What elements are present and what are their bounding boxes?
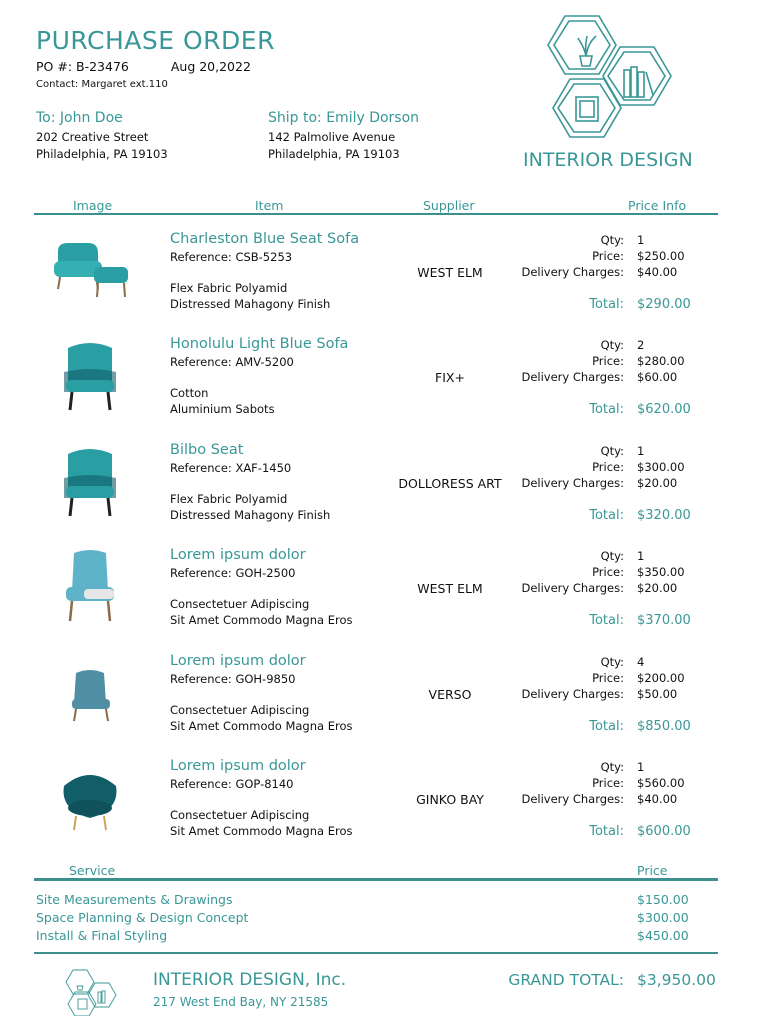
service-price: $450.00	[637, 928, 689, 943]
delivery-value: $40.00	[637, 792, 678, 806]
qty-value: 1	[637, 549, 645, 563]
line-item	[0, 758, 768, 863]
ship-to-heading: Ship to: Emily Dorson	[268, 110, 420, 126]
delivery-label: Delivery Charges:	[521, 476, 624, 490]
total-label: Total:	[589, 297, 624, 312]
contact: Contact: Margaret ext.110	[36, 79, 168, 90]
delivery-label: Delivery Charges:	[521, 687, 624, 701]
item-reference: Reference: GOH-2500	[170, 566, 296, 580]
price-label: Price:	[592, 671, 624, 685]
item-finish: Distressed Mahagony Finish	[170, 297, 331, 311]
total-label: Total:	[589, 402, 624, 417]
price-value: $250.00	[637, 249, 685, 263]
qty-label: Qty:	[600, 760, 624, 774]
bill-to-line1: 202 Creative Street	[36, 130, 149, 144]
line-item	[0, 547, 768, 652]
price-value: $560.00	[637, 776, 685, 790]
item-material: Consectetuer Adipiscing	[170, 597, 310, 611]
total-value: $620.00	[637, 402, 691, 417]
item-supplier: FIX+	[435, 370, 465, 385]
ship-to-block	[268, 110, 419, 163]
price-label: Price:	[592, 565, 624, 579]
total-label: Total:	[589, 613, 624, 628]
column-item: Item	[255, 198, 284, 213]
service-divider	[34, 878, 718, 881]
line-item	[0, 653, 768, 758]
hexagon-shelves-icon	[540, 12, 685, 142]
service-name: Install & Final Styling	[36, 928, 168, 943]
item-name: Lorem ipsum dolor	[170, 653, 306, 669]
item-name: Lorem ipsum dolor	[170, 547, 306, 563]
total-label: Total:	[589, 719, 624, 734]
po-number: PO #: B-23476	[36, 59, 129, 74]
item-finish: Sit Amet Commodo Magna Eros	[170, 719, 353, 733]
bill-to-block	[36, 110, 168, 163]
delivery-label: Delivery Charges:	[521, 581, 624, 595]
delivery-value: $60.00	[637, 370, 678, 384]
wingback-chair-icon	[48, 547, 132, 631]
column-image: Image	[73, 198, 113, 213]
column-supplier: Supplier	[423, 198, 475, 213]
item-finish: Aluminium Sabots	[170, 402, 275, 416]
item-name: Charleston Blue Seat Sofa	[170, 231, 360, 247]
armchair-with-ottoman-icon	[48, 231, 132, 315]
service-price: $150.00	[637, 892, 689, 907]
qty-value: 2	[637, 338, 645, 352]
item-finish: Distressed Mahagony Finish	[170, 508, 331, 522]
price-value: $350.00	[637, 565, 685, 579]
total-value: $850.00	[637, 719, 691, 734]
item-name: Honolulu Light Blue Sofa	[170, 336, 349, 352]
delivery-label: Delivery Charges:	[521, 370, 624, 384]
price-label: Price:	[592, 776, 624, 790]
delivery-label: Delivery Charges:	[521, 265, 624, 279]
delivery-label: Delivery Charges:	[521, 792, 624, 806]
armchair-icon	[48, 442, 132, 526]
total-label: Total:	[589, 824, 624, 839]
qty-label: Qty:	[600, 338, 624, 352]
grand-total-label: GRAND TOTAL:	[508, 971, 624, 989]
item-material: Cotton	[170, 386, 209, 400]
item-reference: Reference: XAF-1450	[170, 461, 292, 475]
total-value: $600.00	[637, 824, 691, 839]
total-value: $290.00	[637, 297, 691, 312]
item-supplier: GINKO BAY	[416, 792, 484, 807]
ship-to-line1: 142 Palmolive Avenue	[268, 130, 396, 144]
item-supplier: WEST ELM	[417, 265, 483, 280]
qty-label: Qty:	[600, 444, 624, 458]
armchair-icon	[48, 336, 132, 420]
delivery-value: $40.00	[637, 265, 678, 279]
column-price-info: Price Info	[628, 198, 687, 213]
header-divider	[34, 213, 718, 215]
qty-value: 1	[637, 444, 645, 458]
po-line	[36, 59, 251, 74]
total-label: Total:	[589, 508, 624, 523]
delivery-value: $50.00	[637, 687, 678, 701]
service-heading: Service	[69, 863, 116, 878]
delivery-value: $20.00	[637, 581, 678, 595]
item-supplier: WEST ELM	[417, 581, 483, 596]
price-value: $280.00	[637, 354, 685, 368]
hexagon-shelves-icon	[62, 968, 124, 1016]
item-material: Consectetuer Adipiscing	[170, 703, 310, 717]
delivery-value: $20.00	[637, 476, 678, 490]
service-name: Space Planning & Design Concept	[36, 910, 249, 925]
total-value: $320.00	[637, 508, 691, 523]
qty-label: Qty:	[600, 655, 624, 669]
accent-chair-icon	[48, 653, 132, 737]
brand-name: INTERIOR DESIGN	[523, 149, 693, 171]
ship-to-line2: Philadelphia, PA 19103	[268, 147, 400, 161]
qty-label: Qty:	[600, 233, 624, 247]
page-title: PURCHASE ORDER	[36, 26, 275, 55]
tub-chair-icon	[48, 758, 132, 842]
item-finish: Sit Amet Commodo Magna Eros	[170, 613, 353, 627]
po-date: Aug 20,2022	[170, 59, 251, 74]
item-supplier: VERSO	[428, 687, 472, 702]
item-name: Bilbo Seat	[170, 442, 244, 458]
line-item	[0, 442, 768, 547]
line-item	[0, 336, 768, 441]
item-reference: Reference: CSB-5253	[170, 250, 293, 264]
item-reference: Reference: GOH-9850	[170, 672, 296, 686]
grand-total-value: $3,950.00	[637, 971, 716, 989]
service-price: $300.00	[637, 910, 689, 925]
item-material: Flex Fabric Polyamid	[170, 492, 288, 506]
footer-company: INTERIOR DESIGN, Inc.	[153, 970, 347, 990]
qty-value: 1	[637, 233, 645, 247]
item-finish: Sit Amet Commodo Magna Eros	[170, 824, 353, 838]
bill-to-heading: To: John Doe	[36, 110, 123, 126]
price-label: Price:	[592, 460, 624, 474]
price-label: Price:	[592, 249, 624, 263]
footer-divider	[34, 952, 718, 954]
item-reference: Reference: GOP-8140	[170, 777, 294, 791]
item-supplier: DOLLORESS ART	[398, 476, 502, 491]
footer-address: 217 West End Bay, NY 21585	[153, 995, 329, 1009]
service-name: Site Measurements & Drawings	[36, 892, 233, 907]
item-name: Lorem ipsum dolor	[170, 758, 306, 774]
item-material: Flex Fabric Polyamid	[170, 281, 288, 295]
item-reference: Reference: AMV-5200	[170, 355, 294, 369]
total-value: $370.00	[637, 613, 691, 628]
bill-to-line2: Philadelphia, PA 19103	[36, 147, 168, 161]
price-value: $200.00	[637, 671, 685, 685]
line-item	[0, 231, 768, 336]
price-label: Price:	[592, 354, 624, 368]
qty-label: Qty:	[600, 549, 624, 563]
price-value: $300.00	[637, 460, 685, 474]
qty-value: 4	[637, 655, 645, 669]
qty-value: 1	[637, 760, 645, 774]
service-price-heading: Price	[637, 863, 668, 878]
item-material: Consectetuer Adipiscing	[170, 808, 310, 822]
